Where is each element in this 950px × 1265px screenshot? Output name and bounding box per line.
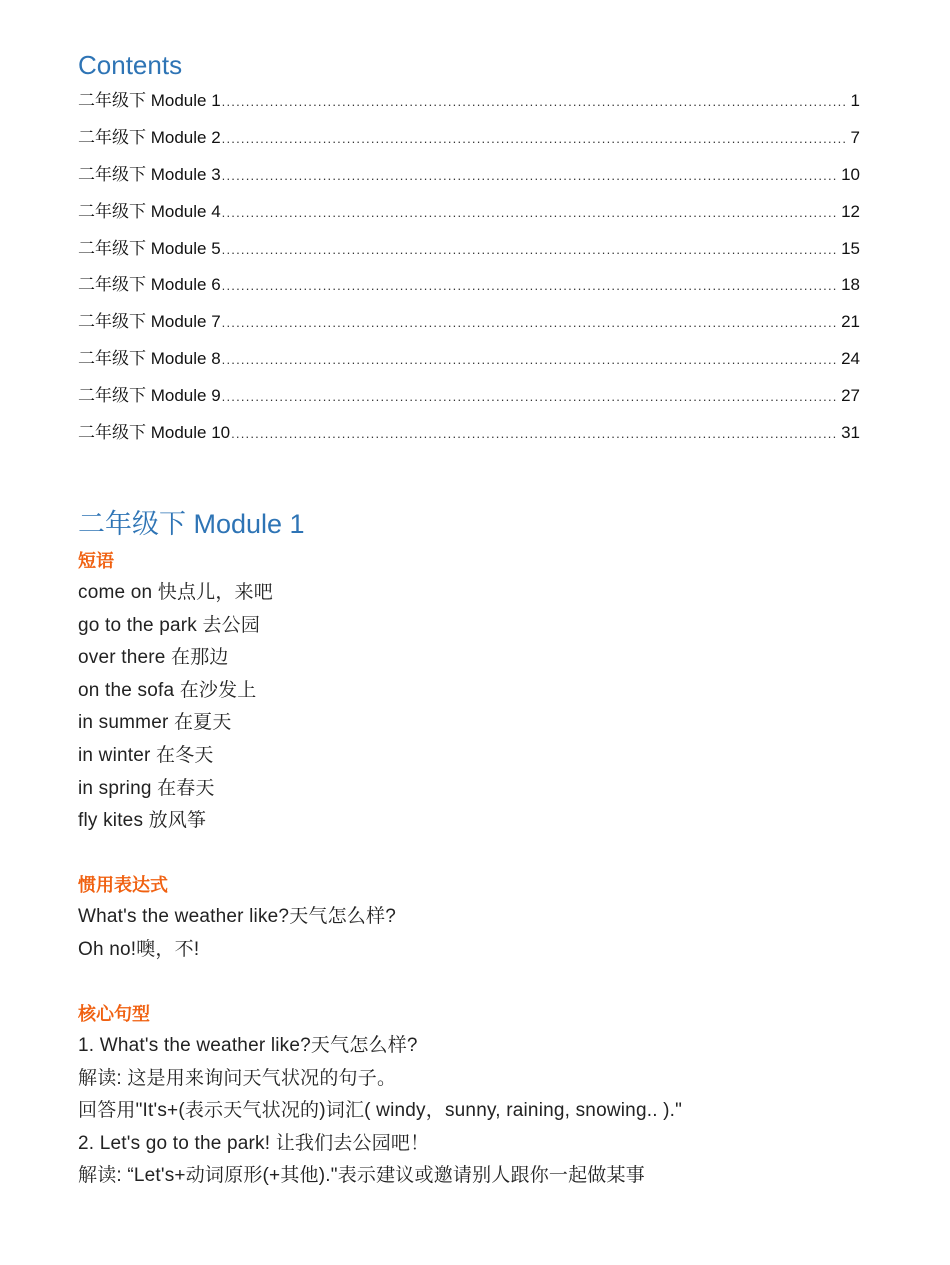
table-of-contents <box>78 86 860 455</box>
toc-entry-label: 二年级下 Module 8 <box>78 349 221 369</box>
toc-entry-page: 15 <box>841 238 860 258</box>
toc-entry[interactable] <box>78 123 860 160</box>
explanation-line: 解读: 这是用来询问天气状况的句子。 <box>78 1067 397 1089</box>
sentence-line: 1. What's the weather like?天气怎么样? <box>78 1035 418 1056</box>
toc-entry-label: 二年级下 Module 1 <box>78 91 221 110</box>
toc-entry-label: 二年级下 Module 6 <box>78 275 221 295</box>
toc-dot-leader <box>222 352 837 367</box>
section-heading: 短语 <box>78 551 114 571</box>
toc-entry[interactable] <box>78 270 860 307</box>
sentence-line: 2. Let's go to the park! 让我们去公园吧！ <box>78 1132 430 1154</box>
phrase-line: in winter 在冬天 <box>78 744 214 766</box>
toc-dot-leader <box>222 131 847 146</box>
toc-dot-leader <box>222 205 837 220</box>
toc-entry-page: 21 <box>841 312 860 332</box>
toc-entry[interactable] <box>78 307 860 344</box>
phrase-line: in spring 在春天 <box>78 777 215 799</box>
toc-entry-page: 7 <box>850 127 860 147</box>
toc-entry-page: 12 <box>841 201 860 221</box>
expression-line: Oh no!噢，不! <box>78 938 200 960</box>
toc-title: Contents <box>78 50 183 80</box>
section-heading: 惯用表达式 <box>78 875 168 895</box>
toc-entry[interactable] <box>78 197 860 234</box>
toc-entry[interactable] <box>78 86 860 123</box>
explanation-line: 解读: “Let's+动词原形(+其他)."表示建议或邀请别人跟你一起做某事 <box>78 1165 645 1187</box>
toc-entry-page: 24 <box>841 349 860 369</box>
toc-dot-leader <box>222 168 837 183</box>
section-heading: 核心句型 <box>78 1004 150 1024</box>
toc-entry[interactable] <box>78 418 860 455</box>
section-core-sentences <box>78 998 682 1193</box>
toc-entry-label: 二年级下 Module 4 <box>78 201 221 221</box>
toc-entry[interactable] <box>78 160 860 197</box>
toc-dot-leader <box>222 242 837 257</box>
module-title: 二年级下 Module 1 <box>78 509 305 539</box>
section-expressions <box>78 869 396 966</box>
toc-dot-leader <box>222 278 837 293</box>
toc-entry-label: 二年级下 Module 7 <box>78 312 221 332</box>
toc-entry-label: 二年级下 Module 3 <box>78 164 221 184</box>
toc-entry-label: 二年级下 Module 5 <box>78 238 221 258</box>
toc-entry[interactable] <box>78 381 860 418</box>
toc-dot-leader <box>222 94 847 109</box>
phrase-line: come on 快点儿，来吧 <box>78 582 273 603</box>
explanation-line: 回答用"It's+(表示天气状况的)词汇( windy，sunny, raining, snowing.. )." <box>78 1100 683 1122</box>
toc-entry-page: 1 <box>850 91 860 110</box>
toc-entry-page: 31 <box>841 423 860 443</box>
toc-entry-label: 二年级下 Module 10 <box>78 423 231 443</box>
expression-line: What's the weather like?天气怎么样? <box>78 906 396 927</box>
toc-entry-page: 18 <box>841 275 860 295</box>
phrase-line: go to the park 去公园 <box>78 614 261 636</box>
phrase-line: over there 在那边 <box>78 647 229 669</box>
toc-entry-page: 27 <box>841 386 860 406</box>
section-phrases <box>78 545 273 838</box>
toc-entry-label: 二年级下 Module 9 <box>78 386 221 406</box>
phrase-line: on the sofa 在沙发上 <box>78 679 257 701</box>
toc-entry[interactable] <box>78 344 860 381</box>
toc-entry-label: 二年级下 Module 2 <box>78 127 221 147</box>
phrase-line: in summer 在夏天 <box>78 712 232 734</box>
phrase-line: fly kites 放风筝 <box>78 810 207 832</box>
toc-dot-leader <box>222 315 837 330</box>
toc-entry-page: 10 <box>841 164 860 184</box>
toc-dot-leader <box>222 389 837 404</box>
toc-entry[interactable] <box>78 234 860 271</box>
toc-dot-leader <box>231 426 837 441</box>
